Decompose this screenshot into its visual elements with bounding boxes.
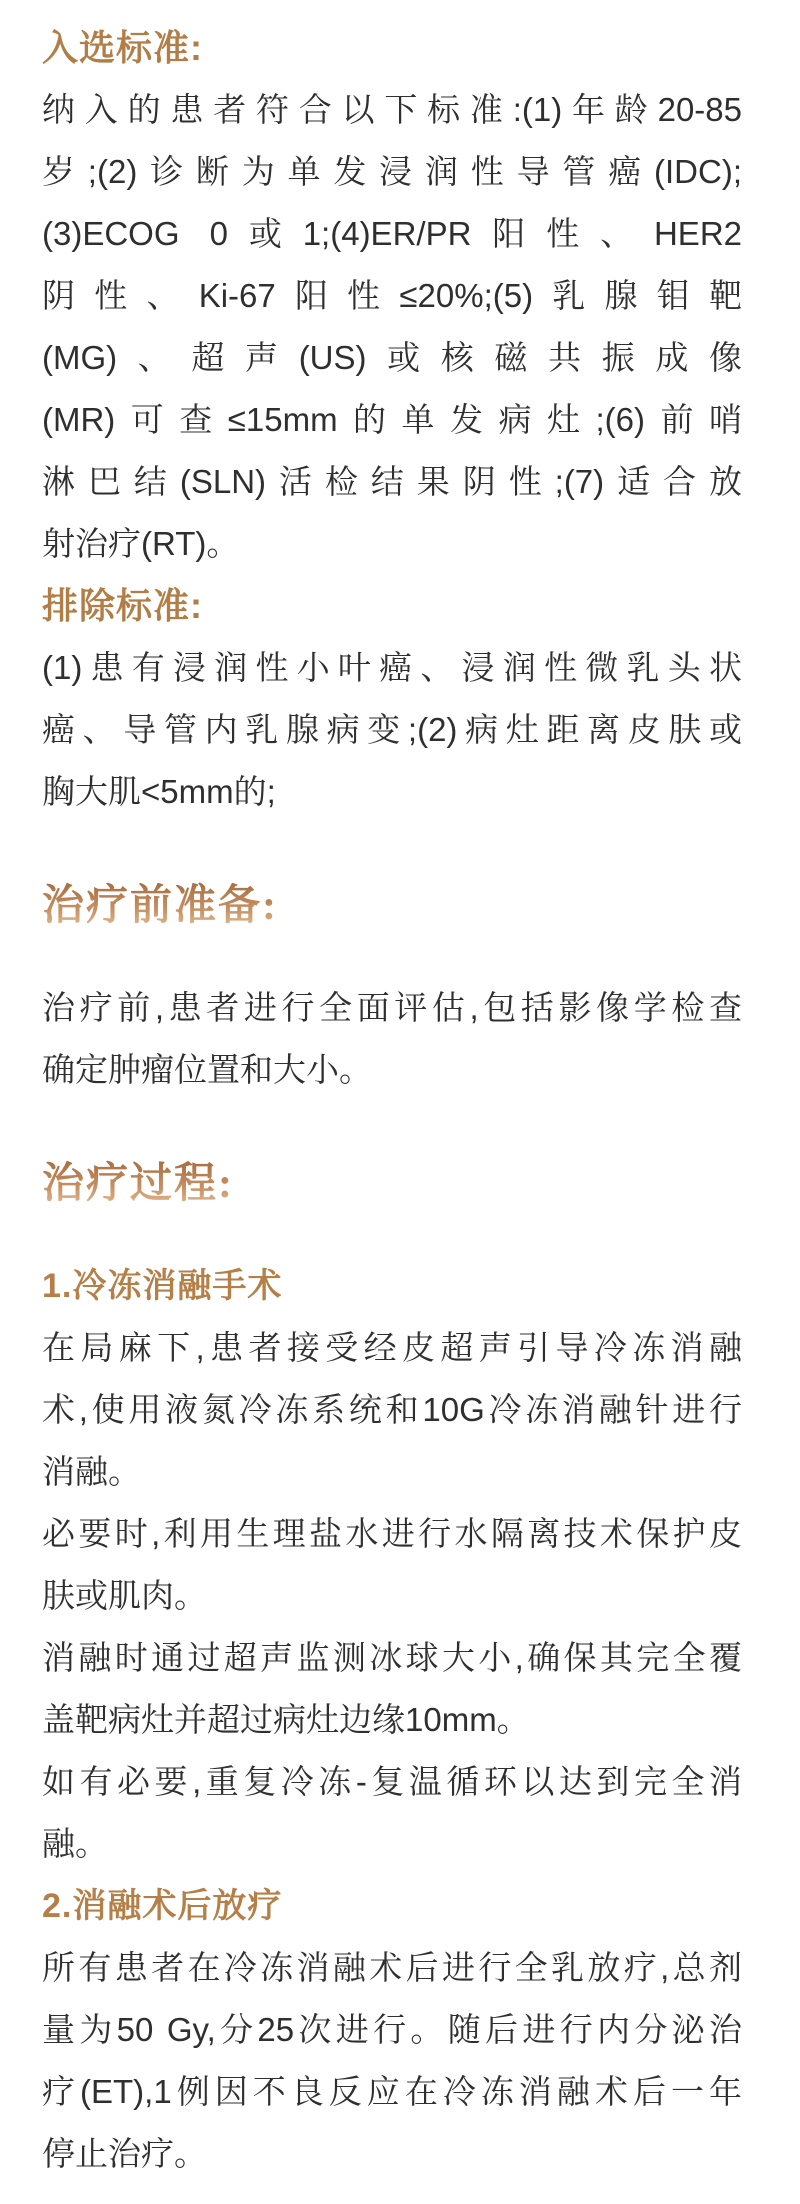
exclusion-heading: 排除标准: [42, 585, 203, 626]
cryoablation-subheading: 1.冷冻消融手术 [42, 1267, 283, 1305]
text-line: 肤或肌肉。 [42, 1577, 207, 1614]
text-line: 如有必要,重复冷冻-复温循环以达到完全消 [42, 1763, 742, 1800]
radiotherapy-paragraph [42, 1937, 742, 2185]
text-line: 疗(ET),1例因不良反应在冷冻消融术后一年 [42, 2073, 742, 2110]
text-line: 必要时,利用生理盐水进行水隔离技术保护皮 [42, 1515, 742, 1552]
text-line: 阴性、Ki-67阳性≤20%;(5)乳腺钼靶 [42, 277, 742, 314]
text-line: (1)患有浸润性小叶癌、浸润性微乳头状 [42, 649, 742, 686]
text-line: 治疗前,患者进行全面评估,包括影像学检查 [42, 989, 742, 1026]
text-line: 融。 [42, 1825, 108, 1862]
text-line: (3)ECOG 0或1;(4)ER/PR阳性、HER2 [42, 215, 742, 252]
text-line: 消融时通过超声监测冰球大小,确保其完全覆 [42, 1639, 742, 1676]
cryoablation-paragraph-3 [42, 1627, 742, 1751]
text-line: 确定肿瘤位置和大小。 [42, 1051, 372, 1088]
text-line: 淋巴结(SLN)活检结果阴性;(7)适合放 [42, 463, 742, 500]
cryoablation-paragraph-4 [42, 1751, 742, 1875]
text-line: 量为50 Gy,分25次进行。随后进行内分泌治 [42, 2011, 742, 2048]
inclusion-paragraph [42, 79, 742, 575]
preparation-paragraph [42, 977, 742, 1101]
text-line: (MR)可查≤15mm的单发病灶;(6)前哨 [42, 401, 742, 438]
text-line: (MG)、超声(US)或核磁共振成像 [42, 339, 742, 376]
text-line: 胸大肌<5mm的; [42, 773, 276, 810]
cryoablation-paragraph-2 [42, 1503, 742, 1627]
preparation-heading: 治疗前准备: [42, 875, 278, 937]
inclusion-heading: 入选标准: [42, 27, 203, 68]
text-line: 癌、导管内乳腺病变;(2)病灶距离皮肤或 [42, 711, 742, 748]
text-line: 所有患者在冷冻消融术后进行全乳放疗,总剂 [42, 1949, 742, 1986]
exclusion-paragraph [42, 637, 742, 823]
process-heading: 治疗过程: [42, 1153, 234, 1215]
text-line: 术,使用液氮冷冻系统和10G冷冻消融针进行 [42, 1391, 742, 1428]
text-line: 消融。 [42, 1453, 141, 1490]
text-line: 纳入的患者符合以下标准:(1)年龄20-85 [42, 91, 742, 128]
text-line: 岁;(2)诊断为单发浸润性导管癌(IDC); [42, 153, 742, 190]
text-line: 在局麻下,患者接受经皮超声引导冷冻消融 [42, 1329, 742, 1366]
text-line: 停止治疗。 [42, 2135, 207, 2172]
radiotherapy-subheading: 2.消融术后放疗 [42, 1887, 283, 1925]
cryoablation-paragraph-1 [42, 1317, 742, 1503]
text-line: 盖靶病灶并超过病灶边缘10mm。 [42, 1701, 530, 1738]
text-line: 射治疗(RT)。 [42, 525, 240, 562]
